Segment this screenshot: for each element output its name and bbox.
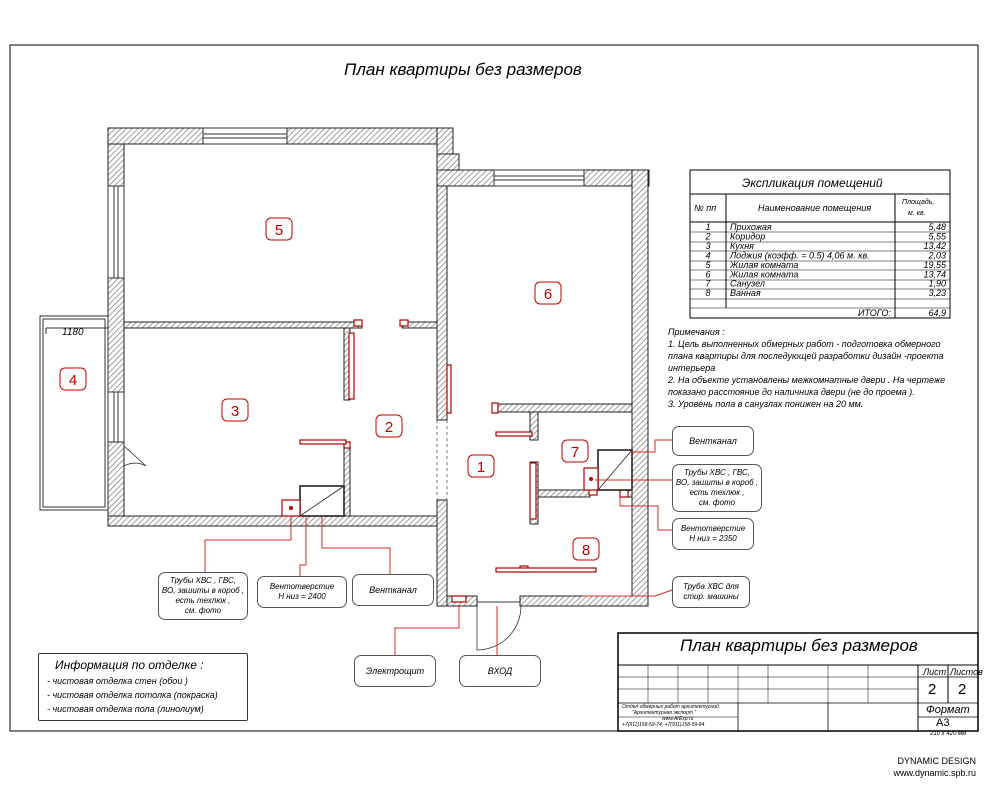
callout-line: есть техлюк ,	[175, 596, 231, 605]
callout-line: см. фото	[698, 498, 736, 507]
expl-cell-name: Лоджия (коэфф. = 0.5) 4,06 м. кв.	[730, 250, 870, 261]
expl-cell-num: 6	[705, 269, 711, 280]
vent-hole-callout-left	[257, 576, 347, 608]
pipes-callout-right	[672, 464, 762, 512]
room-number-6: 6	[543, 286, 553, 303]
notes-line: плана квартиры для последующей разработки дизайн -проекта	[668, 351, 944, 361]
finishing-item: - чистовая отделка потолка (покраска)	[47, 690, 218, 700]
notes-line: 3. Уровень пола в санузлах понижен на 20 мм.	[668, 399, 864, 409]
sheet-number: 2	[928, 681, 937, 698]
vent-channel-callout-right: Вентканал	[672, 426, 754, 456]
expl-cell-area: 19,55	[923, 259, 946, 270]
callout-line: есть техлюк ,	[689, 488, 745, 497]
room-number-8: 8	[581, 542, 591, 559]
org-line: www.ArExp.ru	[662, 716, 694, 722]
opening-lines	[437, 420, 447, 500]
loggia-dimension: 1180	[62, 327, 84, 338]
expl-cell-num: 5	[705, 259, 711, 270]
page-title: План квартиры без размеров	[344, 60, 582, 79]
notes-line: 2. На объекте установлены межкомнатные двери . На чертеже	[668, 375, 946, 385]
title-block-title: План квартиры без размеров	[680, 636, 918, 655]
room-number-5: 5	[274, 222, 284, 239]
expl-cell-name: Жилая комната	[730, 259, 799, 270]
expl-cell-name: Санузел	[730, 278, 765, 289]
notes-line: показано расстояние до наличника двери (не до проема ).	[668, 387, 915, 397]
expl-header-name: Наименование помещения	[758, 203, 872, 213]
callout-line: Н низ = 2400	[278, 592, 326, 601]
expl-cell-area: 5,55	[928, 231, 946, 242]
expl-header-num: № пп	[694, 203, 717, 213]
org-line: "Архитектурная экспорт "	[632, 710, 697, 716]
sheet-label: Лист	[923, 667, 947, 677]
expl-cell-area: 2,03	[928, 250, 946, 261]
vent-channel-callout-left: Вентканал	[352, 574, 434, 606]
expl-cell-num: 1	[705, 222, 711, 232]
callout-line: см. фото	[184, 606, 222, 615]
room-number-1: 1	[476, 459, 486, 476]
expl-cell-name: Коридор	[730, 231, 766, 242]
callout-line: стир. машины	[683, 592, 739, 601]
expl-cell-area: 3,23	[928, 288, 946, 299]
notes-heading: Примечания :	[668, 327, 725, 337]
notes-line: интерьера	[668, 363, 716, 373]
credit-url: www.dynamic.spb.ru	[893, 768, 976, 778]
format-value: А3	[936, 717, 950, 729]
expl-cell-num: 7	[705, 278, 711, 289]
loggia	[40, 316, 108, 510]
format-label: Формат	[926, 704, 970, 716]
expl-cell-area: 5,48	[928, 222, 946, 232]
expl-cell-name: Жилая комната	[730, 269, 799, 280]
entrance-callout: ВХОД	[459, 655, 541, 687]
expl-cell-name: Прихожая	[730, 222, 772, 232]
electrical-panel-marker	[452, 596, 466, 602]
explication-table	[690, 170, 950, 318]
callout-line: Н низ = 2350	[689, 534, 737, 543]
room-number-4: 4	[68, 372, 78, 389]
notes-line: 1. Цель выполненных обмерных работ - подготовка обмерного	[668, 339, 941, 349]
finishing-heading: Информация по отделке :	[55, 658, 204, 672]
expl-cell-area: 13,74	[923, 269, 946, 280]
room-number-2: 2	[384, 419, 394, 436]
explication-title: Экспликация помещений	[742, 176, 883, 190]
expl-cell-num: 2	[705, 231, 711, 242]
finishing-item: - чистовая отделка стен (обои )	[47, 676, 188, 686]
sheets-count: 2	[958, 681, 967, 698]
expl-cell-num: 4	[705, 250, 711, 261]
expl-cell-area: 1,90	[928, 278, 946, 289]
org-line: +7(911)158-59-74; +7(911)158-59-84	[622, 722, 705, 728]
notes-block	[668, 326, 978, 410]
room-number-7: 7	[570, 444, 580, 461]
callout-line: Вентотверстие	[680, 524, 746, 533]
callout-line: ВО, зашиты в короб ,	[161, 586, 245, 595]
expl-cell-num: 8	[705, 288, 711, 299]
expl-cell-name: Ванная	[730, 288, 761, 299]
callout-line: ВО, зашиты в короб ,	[675, 478, 759, 487]
format-size: 210 х 420 мм	[930, 731, 967, 737]
expl-total: 64,9	[928, 308, 946, 318]
org-info	[622, 704, 719, 728]
sheets-label: Листов	[950, 667, 983, 677]
expl-total-label: ИТОГО:	[858, 308, 891, 318]
vent-hole-callout-right	[672, 518, 754, 550]
org-line: Отдел обмерных работ архитектурной	[622, 704, 719, 710]
expl-header-area1: Площадь,	[902, 199, 935, 206]
callout-line: Трубы ХВС , ГВС,	[169, 576, 237, 585]
credit-company: DYNAMIC DESIGN	[897, 756, 976, 766]
finishing-item: - чистовая отделка пола (линолиум)	[47, 704, 204, 714]
expl-header-area2: м. кв.	[908, 210, 926, 217]
pipes-callout-left	[158, 572, 248, 620]
vent-box-left	[282, 486, 344, 516]
expl-cell-num: 3	[705, 240, 711, 251]
callout-line: Труба ХВС для	[683, 582, 739, 591]
expl-cell-area: 13,42	[923, 240, 946, 251]
callout-line: Трубы ХВС , ГВС,	[683, 468, 751, 477]
room-number-3: 3	[230, 403, 240, 420]
vent-box-right	[584, 450, 632, 490]
callout-line: Вентотверстие	[269, 582, 335, 591]
electrical-panel-callout: Электрощит	[354, 655, 436, 687]
finishing-info	[38, 653, 248, 721]
expl-cell-name: Кухня	[730, 240, 754, 251]
washer-pipe-callout	[672, 576, 750, 608]
walls	[108, 128, 649, 606]
